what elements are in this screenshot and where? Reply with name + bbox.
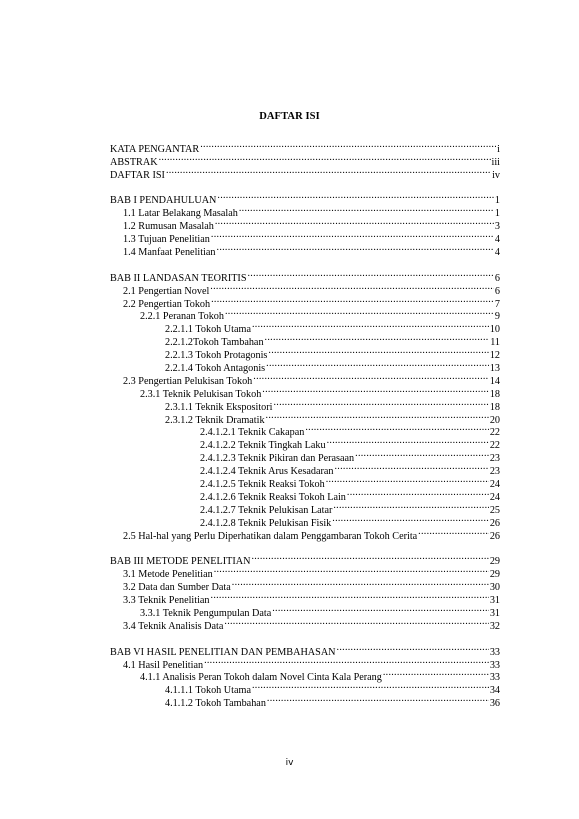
toc-entry: [110, 268, 500, 284]
toc-entry-page: 26: [489, 517, 500, 529]
dot-leader: [335, 461, 489, 474]
dot-leader: [232, 577, 489, 590]
toc-entry-page: 31: [489, 595, 500, 607]
toc-entry-page: 18: [489, 401, 500, 413]
toc-entry-page: 11: [490, 337, 500, 349]
dot-leader: [262, 384, 489, 397]
toc-entry-label: 2.2 Pengertian Tokoh: [123, 298, 211, 310]
toc-entry-page: 12: [489, 350, 500, 362]
toc-entry-label: 2.3.1.1 Teknik Ekspositori: [165, 401, 273, 413]
toc-entry-label: 2.2.1.1 Tokoh Utama: [165, 324, 251, 336]
toc-entry-page: 23: [489, 453, 500, 465]
dot-leader: [200, 139, 496, 152]
toc-entry-page: 1: [494, 208, 500, 220]
toc-entry-label: 2.4.1.2.1 Teknik Cakapan: [200, 427, 305, 439]
toc-entry: [110, 191, 500, 207]
dot-leader: [224, 616, 488, 629]
toc-entry-page: 24: [489, 491, 500, 503]
toc-entry-page: 6: [494, 272, 500, 284]
dot-leader: [355, 448, 489, 461]
dot-leader: [252, 680, 489, 693]
toc-entry-page: 4: [494, 234, 500, 246]
dot-leader: [211, 590, 489, 603]
dot-leader: [211, 229, 494, 242]
dot-leader: [305, 423, 488, 436]
page-number-footer: iv: [285, 758, 294, 768]
toc-entry-page: 22: [489, 427, 500, 439]
toc-entry-page: 29: [489, 556, 500, 568]
toc-entry-label: 3.4 Teknik Analisis Data: [123, 620, 224, 632]
toc-entry-label: 2.5 Hal-hal yang Perlu Diperhatikan dalam Penggambaran Tokoh Cerita: [123, 530, 418, 542]
toc-entry-page: 29: [489, 569, 500, 581]
dot-leader: [268, 345, 488, 358]
dot-leader: [273, 397, 488, 410]
dot-leader: [210, 281, 494, 294]
toc-entry-label: ABSTRAK: [110, 156, 158, 168]
dot-leader: [252, 319, 489, 332]
toc-entry-label: KATA PENGANTAR: [110, 143, 200, 155]
toc-entry-label: 1.2 Rumusan Masalah: [123, 221, 214, 233]
dot-leader: [204, 655, 489, 668]
toc-entry: [110, 642, 500, 658]
dot-leader: [214, 564, 489, 577]
dot-leader: [215, 216, 494, 229]
toc-entry-label: 2.4.1.2.4 Teknik Arus Kesadaran: [200, 466, 334, 478]
toc-entry-page: 18: [489, 388, 500, 400]
toc-entry-label: 4.1.1.1 Tokoh Utama: [165, 685, 251, 697]
toc-entry-page: 23: [489, 466, 500, 478]
toc-entry-label: 2.2.1 Peranan Tokoh: [140, 311, 224, 323]
dot-leader: [333, 500, 488, 513]
toc-entry: [110, 139, 500, 155]
toc-spacer: [110, 178, 500, 191]
dot-leader: [159, 152, 491, 165]
toc-entry: [110, 152, 500, 168]
toc-entry-label: 2.4.1.2.6 Teknik Reaksi Tokoh Lain: [200, 491, 346, 503]
dot-leader: [267, 693, 489, 706]
dot-leader: [347, 487, 489, 500]
dot-leader: [225, 307, 494, 320]
toc-entry-page: 6: [494, 285, 500, 297]
toc-entry-label: 4.1 Hasil Penelitian: [123, 659, 204, 671]
toc-entry-label: 1.3 Tujuan Penelitian: [123, 234, 210, 246]
table-of-contents: [110, 139, 500, 710]
toc-entry-label: 3.3 Teknik Penelitian: [123, 595, 210, 607]
dot-leader: [166, 165, 491, 178]
toc-entry-page: 36: [489, 698, 500, 710]
dot-leader: [418, 526, 489, 539]
toc-entry-label: 4.1.1 Analisis Peran Tokoh dalam Novel Cinta Kala Perang: [140, 672, 382, 684]
toc-entry-page: 9: [494, 311, 500, 323]
toc-entry-page: 24: [489, 479, 500, 491]
toc-entry-label: 2.2.1.4 Tokoh Antagonis: [165, 363, 266, 375]
toc-entry-page: i: [497, 143, 500, 155]
toc-entry-label: 2.4.1.2.2 Teknik Tingkah Laku: [200, 440, 326, 452]
page-title: DAFTAR ISI: [259, 111, 320, 122]
toc-entry-label: 2.1 Pengertian Novel: [123, 285, 210, 297]
toc-entry-page: 34: [489, 685, 500, 697]
toc-entry: [110, 165, 500, 181]
dot-leader: [266, 358, 489, 371]
toc-entry-label: 2.4.1.2.5 Teknik Reaksi Tokoh: [200, 479, 325, 491]
dot-leader: [239, 203, 494, 216]
dot-leader: [217, 191, 494, 204]
toc-entry-page: 30: [489, 582, 500, 594]
dot-leader: [211, 294, 494, 307]
toc-entry-page: 31: [489, 607, 500, 619]
toc-entry-page: 20: [489, 414, 500, 426]
dot-leader: [272, 603, 489, 616]
dot-leader: [217, 242, 494, 255]
toc-entry-page: 33: [489, 646, 500, 658]
toc-entry-label: 3.3.1 Teknik Pengumpulan Data: [140, 607, 272, 619]
toc-entry-label: 2.3 Pengertian Pelukisan Tokoh: [123, 375, 253, 387]
toc-entry-label: BAB VI HASIL PENELITIAN DAN PEMBAHASAN: [110, 646, 336, 658]
toc-entry-page: iv: [492, 169, 500, 181]
toc-entry-label: 3.2 Data dan Sumber Data: [123, 582, 231, 594]
dot-leader: [332, 513, 489, 526]
toc-entry-page: 4: [494, 247, 500, 259]
dot-leader: [383, 668, 489, 681]
toc-entry-label: 1.4 Manfaat Penelitian: [123, 247, 216, 259]
toc-entry-label: 2.2.1.2Tokoh Tambahan: [165, 337, 264, 349]
toc-entry-page: iii: [491, 156, 500, 168]
toc-entry-page: 1: [494, 195, 500, 207]
toc-entry-label: BAB III METODE PENELITIAN: [110, 556, 251, 568]
toc-entry-label: 1.1 Latar Belakang Masalah: [123, 208, 238, 220]
dot-leader: [248, 268, 494, 281]
toc-entry-label: 2.3.1 Teknik Pelukisan Tokoh: [140, 388, 262, 400]
toc-entry-label: 2.4.1.2.3 Teknik Pikiran dan Perasaan: [200, 453, 355, 465]
toc-entry-page: 33: [489, 672, 500, 684]
toc-entry-page: 10: [489, 324, 500, 336]
toc-entry-page: 26: [489, 530, 500, 542]
toc-entry: [110, 552, 500, 568]
toc-entry-page: 7: [494, 298, 500, 310]
dot-leader: [337, 642, 489, 655]
toc-entry-label: 4.1.1.2 Tokoh Tambahan: [165, 698, 266, 710]
dot-leader: [327, 435, 489, 448]
toc-entry-label: 2.4.1.2.8 Teknik Pelukisan Fisik: [200, 517, 332, 529]
toc-entry-page: 33: [489, 659, 500, 671]
toc-entry-page: 13: [489, 363, 500, 375]
toc-entry-label: DAFTAR ISI: [110, 169, 165, 181]
toc-entry-page: 32: [489, 620, 500, 632]
toc-entry-label: 2.4.1.2.7 Teknik Pelukisan Latar: [200, 504, 333, 516]
toc-entry-page: 25: [489, 504, 500, 516]
toc-entry-label: BAB I PENDAHULUAN: [110, 195, 217, 207]
toc-entry-label: BAB II LANDASAN TEORITIS: [110, 272, 247, 284]
dot-leader: [266, 410, 489, 423]
dot-leader: [326, 474, 489, 487]
toc-entry-label: 2.3.1.2 Teknik Dramatik: [165, 414, 265, 426]
toc-entry-page: 14: [489, 375, 500, 387]
dot-leader: [251, 552, 488, 565]
toc-entry-label: 2.2.1.3 Tokoh Protagonis: [165, 350, 268, 362]
dot-leader: [265, 332, 490, 345]
toc-entry-page: 3: [494, 221, 500, 233]
toc-entry-label: 3.1 Metode Penelitian: [123, 569, 213, 581]
toc-entry-page: 22: [489, 440, 500, 452]
dot-leader: [253, 371, 489, 384]
toc-entry: [110, 435, 500, 452]
